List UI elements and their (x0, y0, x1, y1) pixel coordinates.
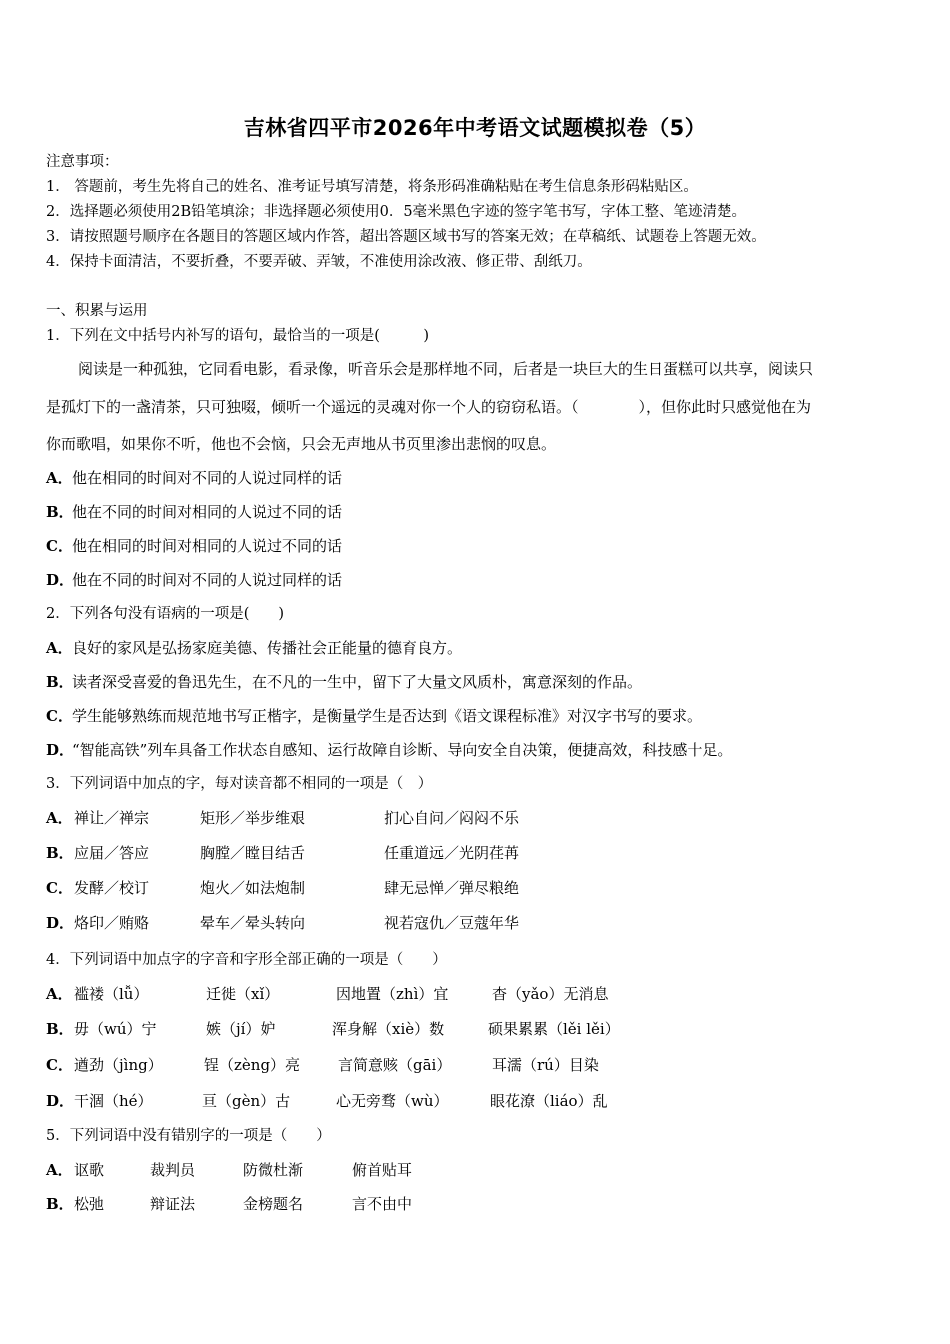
q3-option-a-label (46, 808, 72, 828)
q2-option-c (46, 706, 702, 726)
option-label: B． (46, 503, 74, 521)
q3-a-col-1: 禅让／禅宗 (74, 809, 150, 827)
q4-option-b-label (46, 1019, 72, 1039)
q3-stem: 3．下列词语中加点的字，每对读音都不相同的一项是（ ） (46, 776, 433, 792)
notice-item-2: 2．选择题必须使用2B铅笔填涂；非选择题必须使用0．5毫米黑色字迹的签字笔书写，字体工整、笔迹清楚。 (46, 204, 747, 220)
option-label: D． (46, 1092, 75, 1110)
q3-c-col-2: 炮火／如法炮制 (200, 879, 306, 897)
option-label: A． (46, 469, 73, 487)
q5-b-col-1: 松弛 (74, 1195, 105, 1213)
q1-passage-line-1: 阅读是一种孤独，它同看电影，看录像，听音乐会是那样地不同，后者是一块巨大的生日蛋糕可以共享，阅读只 (78, 360, 814, 378)
q5-b-col-2: 辩证法 (150, 1195, 196, 1213)
option-text: 他在相同的时间对相同的人说过不同的话 (72, 537, 343, 555)
option-label: D． (46, 571, 75, 589)
q4-b-col-3: 浑身解（xiè）数 (332, 1020, 445, 1038)
option-label: A． (46, 809, 73, 827)
q4-stem: 4．下列词语中加点字的字音和字形全部正确的一项是（ ） (46, 952, 447, 968)
option-label: D． (46, 914, 75, 932)
q3-b-col-1: 应届／答应 (74, 844, 150, 862)
q3-c-col-1: 发酵／校订 (74, 879, 150, 897)
q4-a-col-3: 因地置（zhì）宜 (336, 985, 449, 1003)
q3-a-col-3: 扪心自问／闷闷不乐 (384, 809, 520, 827)
q4-d-col-2: 亘（gèn）古 (202, 1092, 291, 1110)
option-label: A． (46, 985, 73, 1003)
q5-a-col-4: 俯首贴耳 (352, 1161, 413, 1179)
q5-b-col-4: 言不由中 (352, 1195, 413, 1213)
q1-passage-line-2: 是孤灯下的一盏清茶，只可独啜，倾听一个遥远的灵魂对你一个人的窃窃私语。（ ），但你此时只感觉他在为 (46, 398, 812, 416)
q3-d-col-1: 烙印／贿赂 (74, 914, 150, 932)
option-label: B． (46, 1020, 74, 1038)
q5-option-b-label (46, 1194, 72, 1214)
notice-heading: 注意事项： (46, 154, 119, 170)
q3-option-b-label (46, 843, 72, 863)
q5-a-col-3: 防微杜渐 (243, 1161, 304, 1179)
q3-option-d-label (46, 913, 75, 933)
option-label: A． (46, 639, 73, 657)
option-label: A． (46, 1161, 73, 1179)
option-label: B． (46, 1195, 74, 1213)
option-label: C． (46, 879, 73, 897)
q4-d-col-4: 眼花潦（liáo）乱 (490, 1092, 608, 1110)
q5-a-col-2: 裁判员 (150, 1161, 196, 1179)
option-label: D． (46, 741, 75, 759)
option-text: 学生能够熟练而规范地书写正楷字，是衡量学生是否达到《语文课程标准》对汉字书写的要求。 (72, 707, 703, 725)
q3-d-col-2: 晕车／晕头转向 (200, 914, 306, 932)
option-label: B． (46, 673, 74, 691)
q1-option-a (46, 468, 342, 488)
option-label: C． (46, 1056, 73, 1074)
q1-passage-line-3: 你而歌唱，如果你不听，他也不会恼，只会无声地从书页里渗出悲悯的叹息。 (46, 435, 557, 453)
q3-b-col-3: 任重道远／光阴荏苒 (384, 844, 520, 862)
q2-option-a (46, 638, 462, 658)
q5-b-col-3: 金榜题名 (243, 1195, 304, 1213)
q4-d-col-1: 干涸（hé） (74, 1092, 153, 1110)
q1-option-b (46, 502, 342, 522)
q4-b-col-2: 嫉（jí）妒 (206, 1020, 276, 1038)
q4-c-col-1: 遒劲（jìng） (74, 1056, 163, 1074)
notice-item-1: 1． 答题前，考生先将自己的姓名、准考证号填写清楚，将条形码准确粘贴在考生信息条形码粘贴区。 (46, 179, 698, 195)
q1-stem: 1．下列在文中括号内补写的语句，最恰当的一项是( ) (46, 328, 430, 344)
notice-item-3: 3．请按照题号顺序在各题目的答题区域内作答，超出答题区域书写的答案无效；在草稿纸、试题卷上答题无效。 (46, 229, 766, 245)
option-text: 他在相同的时间对不同的人说过同样的话 (72, 469, 343, 487)
q4-b-col-1: 毋（wú）宁 (74, 1020, 157, 1038)
option-text: 他在不同的时间对相同的人说过不同的话 (72, 503, 343, 521)
q5-a-col-1: 讴歌 (74, 1161, 105, 1179)
q4-option-d-label (46, 1091, 75, 1111)
q4-c-col-4: 耳濡（rú）目染 (492, 1056, 599, 1074)
q2-stem: 2．下列各句没有语病的一项是( ) (46, 606, 285, 622)
q5-stem: 5．下列词语中没有错别字的一项是（ ） (46, 1128, 331, 1144)
q1-option-c (46, 536, 342, 556)
q4-a-col-4: 杳（yǎo）无消息 (492, 985, 609, 1003)
option-text: 良好的家风是弘扬家庭美德、传播社会正能量的德育良方。 (72, 639, 463, 657)
q4-option-c-label (46, 1055, 72, 1075)
q4-d-col-3: 心无旁骛（wù） (336, 1092, 449, 1110)
q3-d-col-3: 视若寇仇／豆蔻年华 (384, 914, 520, 932)
q4-c-col-3: 言简意赅（gāi） (338, 1056, 452, 1074)
q3-a-col-2: 矩形／举步维艰 (200, 809, 306, 827)
q1-option-d (46, 570, 342, 590)
q3-c-col-3: 肆无忌惮／弹尽粮绝 (384, 879, 520, 897)
option-label: C． (46, 537, 73, 555)
q4-a-col-2: 迁徙（xǐ） (206, 985, 280, 1003)
q4-c-col-2: 锃（zèng）亮 (204, 1056, 301, 1074)
q3-b-col-2: 胸膛／瞠目结舌 (200, 844, 306, 862)
section-heading: 一、积累与运用 (46, 303, 148, 319)
option-label: B． (46, 844, 74, 862)
q2-option-d (46, 740, 732, 760)
option-text: “智能高铁”列车具备工作状态自感知、运行故障自诊断、导向安全自决策，便捷高效，科技感十足。 (72, 741, 733, 759)
notice-item-4: 4．保持卡面清洁，不要折叠，不要弄破、弄皱，不准使用涂改液、修正带、刮纸刀。 (46, 254, 592, 270)
q4-a-col-1: 褴褛（lǚ） (74, 985, 149, 1003)
q2-option-b (46, 672, 642, 692)
page-title: 吉林省四平市2026年中考语文试题模拟卷（5） (243, 116, 707, 140)
q3-option-c-label (46, 878, 72, 898)
option-label: C． (46, 707, 73, 725)
option-text: 他在不同的时间对不同的人说过同样的话 (72, 571, 343, 589)
q5-option-a-label (46, 1160, 72, 1180)
q4-option-a-label (46, 984, 72, 1004)
q4-b-col-4: 硕果累累（lěi lěi） (488, 1020, 620, 1038)
option-text: 读者深受喜爱的鲁迅先生，在不凡的一生中，留下了大量文风质朴，寓意深刻的作品。 (72, 673, 643, 691)
